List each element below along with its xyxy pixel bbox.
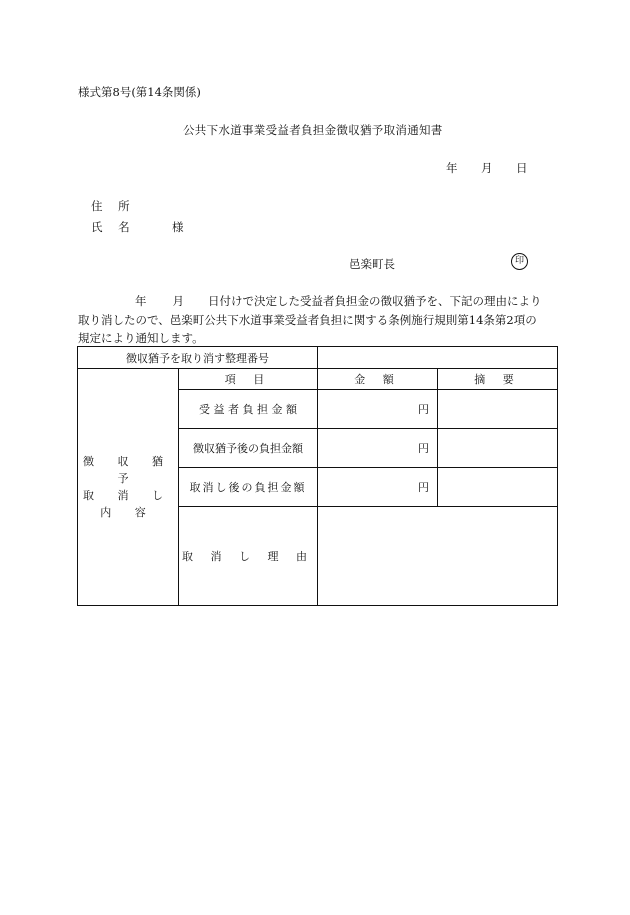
date-month: 月 bbox=[481, 161, 493, 175]
header-amount: 金 額 bbox=[318, 369, 438, 390]
category-line2: 取 消 し 内 容 bbox=[83, 489, 173, 519]
name-label: 氏 名 bbox=[91, 220, 136, 234]
amount-after-cancel[interactable]: 円 bbox=[318, 468, 438, 507]
date-year: 年 bbox=[446, 161, 458, 175]
form-number: 様式第8号(第14条関係) bbox=[78, 85, 201, 99]
date-day: 日 bbox=[516, 161, 528, 175]
address-label: 住 所 bbox=[91, 199, 136, 213]
ref-number-label: 徴収猶予を取り消す整理番号 bbox=[78, 347, 318, 369]
remarks-after-cancel[interactable] bbox=[438, 468, 558, 507]
row-label-beneficiary-charge: 受 益 者 負 担 金 額 bbox=[179, 390, 318, 429]
category-line1: 徴 収 猶 予 bbox=[83, 455, 173, 485]
document-title: 公共下水道事業受益者負担金徴収猶予取消通知書 bbox=[183, 123, 443, 137]
body-month: 月 bbox=[172, 294, 184, 308]
amount-beneficiary-charge[interactable]: 円 bbox=[318, 390, 438, 429]
body-year: 年 bbox=[135, 294, 147, 308]
amount-after-deferral[interactable]: 円 bbox=[318, 429, 438, 468]
issuer-title: 邑楽町長 bbox=[349, 257, 395, 271]
reason-label: 取 消 し 理 由 bbox=[179, 507, 318, 606]
header-remarks: 摘 要 bbox=[438, 369, 558, 390]
reason-field[interactable] bbox=[318, 507, 558, 606]
detail-table bbox=[77, 346, 558, 606]
row-label-after-deferral: 徴収猶予後の負担金額 bbox=[179, 429, 318, 468]
body-line3: 規定により通知します。 bbox=[78, 331, 204, 345]
honorific: 様 bbox=[172, 220, 184, 234]
body-line2: 取り消したので、邑楽町公共下水道事業受益者負担に関する条例施行規則第14条第2項の bbox=[78, 312, 537, 327]
remarks-after-deferral[interactable] bbox=[438, 429, 558, 468]
header-item: 項 目 bbox=[179, 369, 318, 390]
notice-body bbox=[78, 292, 542, 348]
row-label-after-cancel: 取消し後の負担金額 bbox=[179, 468, 318, 507]
ref-number-field[interactable] bbox=[318, 347, 558, 369]
remarks-beneficiary-charge[interactable] bbox=[438, 390, 558, 429]
seal-mark: 印 bbox=[511, 253, 528, 270]
category-cell bbox=[78, 369, 179, 606]
body-line1: 日付けで決定した受益者負担金の徴収猶予を、下記の理由により bbox=[208, 294, 542, 308]
